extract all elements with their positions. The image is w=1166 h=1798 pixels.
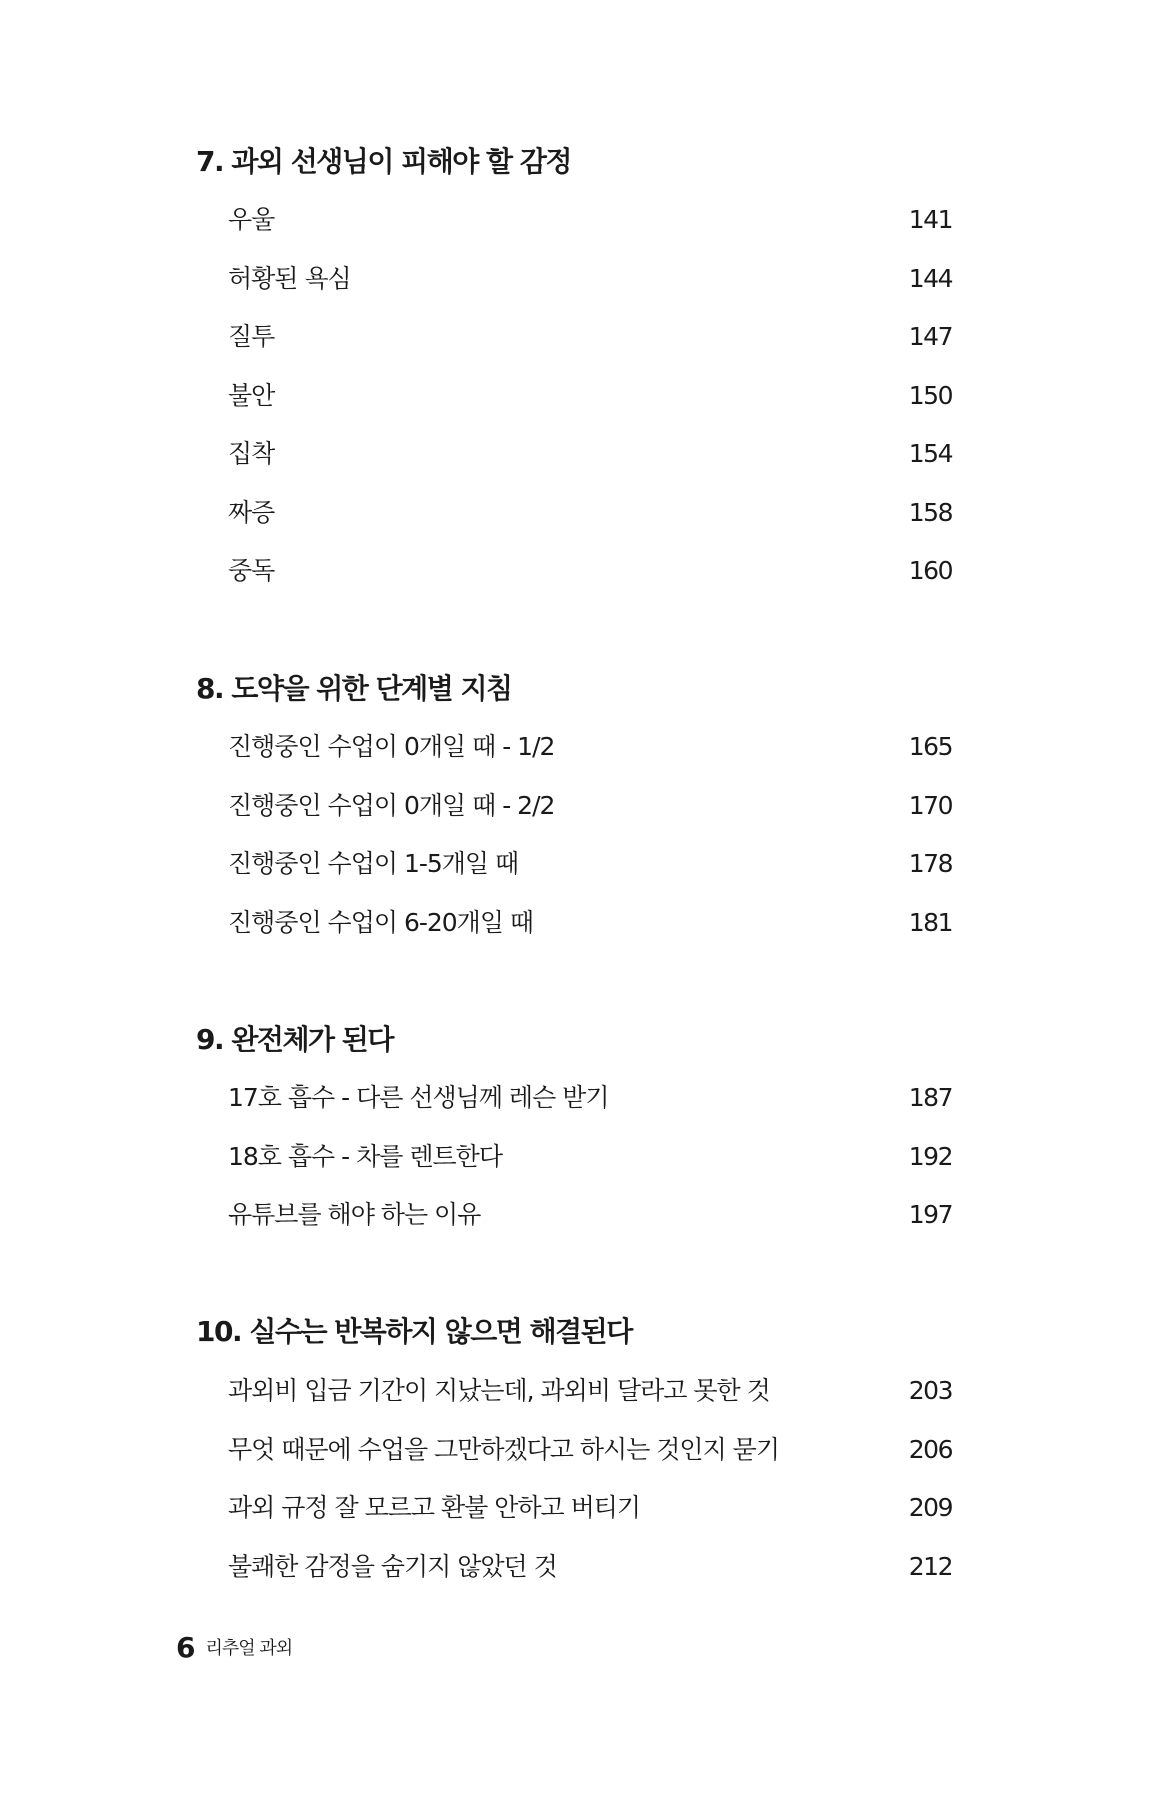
toc-entry [228, 1140, 952, 1174]
toc-entry [228, 320, 952, 354]
toc-entry [228, 1198, 952, 1232]
entry-title: 불안 [228, 380, 275, 410]
entry-page-number: 144 [908, 263, 952, 293]
toc-entry [228, 379, 952, 413]
entry-title: 진행중인 수업이 6-20개일 때 [228, 907, 534, 937]
toc-entry [228, 554, 952, 588]
entry-page-number: 187 [908, 1083, 952, 1112]
entry-page-number: 178 [908, 849, 952, 878]
entry-page-number: 192 [908, 1141, 952, 1171]
toc-entry [228, 437, 952, 471]
entry-title: 허황된 욕심 [228, 263, 351, 293]
entry-title: 과외 규정 잘 모르고 환불 안하고 버티기 [228, 1493, 641, 1522]
entry-title: 불쾌한 감정을 숨기지 않았던 것 [228, 1551, 557, 1581]
entry-title: 짜증 [228, 497, 275, 527]
toc-entry [228, 203, 952, 237]
entry-page-number: 197 [908, 1200, 952, 1229]
entry-title: 17호 흡수 - 다른 선생님께 레슨 받기 [228, 1083, 609, 1112]
entry-title: 18호 흡수 - 차를 렌트한다 [228, 1141, 502, 1171]
toc-entry [228, 847, 952, 881]
entry-title: 우울 [228, 205, 275, 234]
entry-page-number: 203 [908, 1376, 952, 1405]
toc-entry [228, 1491, 952, 1525]
toc-entry [228, 496, 952, 530]
entry-title: 무엇 때문에 수업을 그만하겠다고 하시는 것인지 묻기 [228, 1434, 779, 1464]
entry-page-number: 150 [908, 380, 952, 410]
entry-page-number: 165 [908, 732, 952, 761]
toc-entry [228, 262, 952, 296]
page-number: 6 [176, 1630, 196, 1664]
toc-entry [228, 1374, 952, 1408]
entry-page-number: 206 [908, 1434, 952, 1464]
entry-title: 진행중인 수업이 1-5개일 때 [228, 849, 519, 878]
toc-entry [228, 906, 952, 940]
section-heading: 7. 과외 선생님이 피해야 할 감정 [196, 145, 571, 178]
entry-title: 진행중인 수업이 0개일 때 - 1/2 [228, 732, 555, 761]
book-title: 리추얼 과외 [205, 1638, 293, 1659]
page-footer [176, 1632, 292, 1662]
toc-entry [228, 1433, 952, 1467]
section-heading: 10. 실수는 반복하지 않으면 해결된다 [196, 1315, 632, 1348]
entry-page-number: 181 [908, 907, 952, 937]
entry-page-number: 154 [908, 439, 952, 468]
entry-page-number: 170 [908, 790, 952, 820]
entry-page-number: 141 [908, 205, 952, 234]
entry-page-number: 158 [908, 497, 952, 527]
toc-entry [228, 789, 952, 823]
entry-title: 집착 [228, 439, 275, 468]
entry-title: 유튜브를 해야 하는 이유 [228, 1200, 481, 1229]
entry-page-number: 209 [908, 1493, 952, 1522]
section-heading: 8. 도약을 위한 단계별 지침 [196, 672, 512, 705]
toc-entry [228, 730, 952, 764]
entry-page-number: 212 [908, 1551, 952, 1581]
entry-title: 과외비 입금 기간이 지났는데, 과외비 달라고 못한 것 [228, 1376, 770, 1405]
entry-page-number: 160 [908, 556, 952, 585]
section-heading: 9. 완전체가 된다 [196, 1023, 393, 1056]
entry-title: 중독 [228, 556, 275, 585]
entry-title: 질투 [228, 322, 275, 351]
toc-entry [228, 1081, 952, 1115]
toc-entry [228, 1550, 952, 1584]
entry-page-number: 147 [908, 322, 952, 351]
entry-title: 진행중인 수업이 0개일 때 - 2/2 [228, 790, 555, 820]
